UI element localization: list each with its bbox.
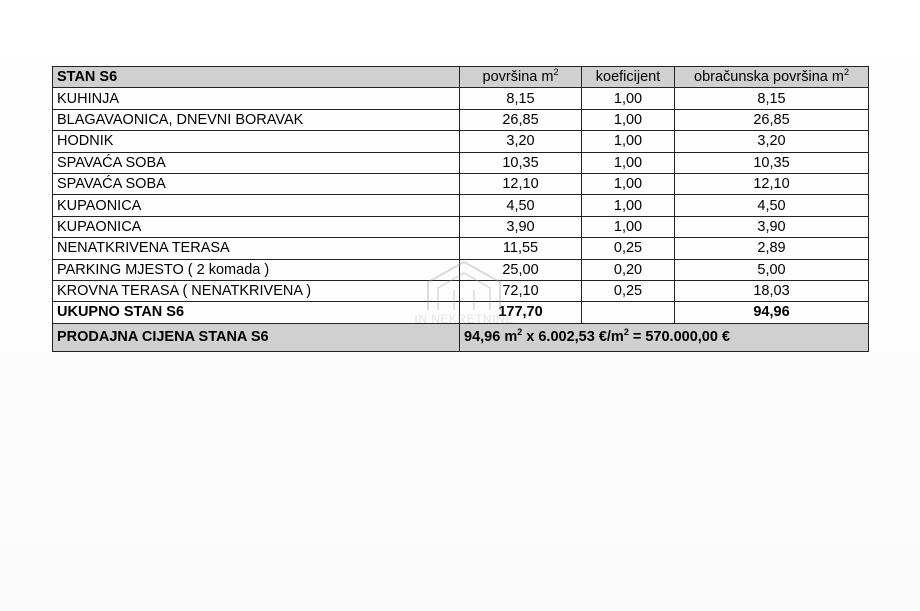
room-name: NENATKRIVENA TERASA xyxy=(53,238,460,259)
room-name: SPAVAĆA SOBA xyxy=(53,152,460,173)
table-row xyxy=(53,195,869,216)
sale-price-label: PRODAJNA CIJENA STANA S6 xyxy=(53,323,460,351)
table-row xyxy=(53,280,869,301)
table-row xyxy=(53,238,869,259)
room-calculated-area: 4,50 xyxy=(675,195,869,216)
table-row xyxy=(53,216,869,237)
total-area: 177,70 xyxy=(460,302,582,323)
room-area: 72,10 xyxy=(460,280,582,301)
header-area: površina $m^2$ xyxy=(460,67,582,88)
room-coefficient: 0,20 xyxy=(582,259,675,280)
apartment-area-table xyxy=(52,66,869,352)
room-coefficient: 1,00 xyxy=(582,88,675,109)
table-row xyxy=(53,173,869,194)
room-name: KROVNA TERASA ( NENATKRIVENA ) xyxy=(53,280,460,301)
room-calculated-area: 8,15 xyxy=(675,88,869,109)
room-area: 25,00 xyxy=(460,259,582,280)
table-row xyxy=(53,259,869,280)
room-area: 8,15 xyxy=(460,88,582,109)
room-area: 12,10 xyxy=(460,173,582,194)
room-area: 4,50 xyxy=(460,195,582,216)
room-calculated-area: 10,35 xyxy=(675,152,869,173)
room-area: 3,20 xyxy=(460,131,582,152)
room-calculated-area: 2,89 xyxy=(675,238,869,259)
room-calculated-area: 3,90 xyxy=(675,216,869,237)
room-name: KUHINJA xyxy=(53,88,460,109)
room-name: KUPAONICA xyxy=(53,216,460,237)
table-row xyxy=(53,109,869,130)
room-calculated-area: 12,10 xyxy=(675,173,869,194)
table-header-row xyxy=(53,67,869,88)
total-row xyxy=(53,302,869,323)
table-title: STAN S6 xyxy=(53,67,460,88)
table-row xyxy=(53,88,869,109)
room-area: 11,55 xyxy=(460,238,582,259)
room-name: PARKING MJESTO ( 2 komada ) xyxy=(53,259,460,280)
room-area: 3,90 xyxy=(460,216,582,237)
room-calculated-area: 26,85 xyxy=(675,109,869,130)
room-calculated-area: 3,20 xyxy=(675,131,869,152)
header-calculated-area: obračunska površina $m^2$ xyxy=(675,67,869,88)
total-coefficient xyxy=(582,302,675,323)
room-calculated-area: 18,03 xyxy=(675,280,869,301)
room-name: SPAVAĆA SOBA xyxy=(53,173,460,194)
table-row xyxy=(53,152,869,173)
header-coefficient: koeficijent xyxy=(582,67,675,88)
watermark-text: IN NEKRETNINE xyxy=(414,312,514,326)
room-name: KUPAONICA xyxy=(53,195,460,216)
room-coefficient: 1,00 xyxy=(582,173,675,194)
room-coefficient: 1,00 xyxy=(582,195,675,216)
room-coefficient: 0,25 xyxy=(582,280,675,301)
room-coefficient: 1,00 xyxy=(582,131,675,152)
total-label: UKUPNO STAN S6 xyxy=(53,302,460,323)
room-coefficient: 1,00 xyxy=(582,152,675,173)
room-calculated-area: 5,00 xyxy=(675,259,869,280)
room-area: 10,35 xyxy=(460,152,582,173)
sale-price-formula: 94,96 $m^2$ x 6.002,53 $€/m^2 = 570.000,00$ € xyxy=(460,323,869,351)
room-coefficient: 1,00 xyxy=(582,109,675,130)
room-coefficient: 0,25 xyxy=(582,238,675,259)
room-coefficient: 1,00 xyxy=(582,216,675,237)
room-area: 26,85 xyxy=(460,109,582,130)
total-calculated-area: 94,96 xyxy=(675,302,869,323)
table-row xyxy=(53,131,869,152)
room-name: BLAGAVAONICA, DNEVNI BORAVAK xyxy=(53,109,460,130)
sale-price-row xyxy=(53,323,869,351)
room-name: HODNIK xyxy=(53,131,460,152)
